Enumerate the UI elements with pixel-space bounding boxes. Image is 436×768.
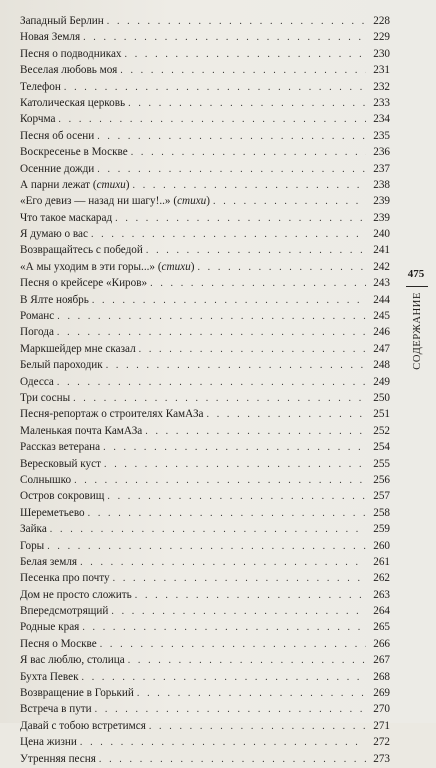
toc-entry-page-number: 247 bbox=[373, 342, 390, 355]
toc-entry-title bbox=[20, 718, 146, 734]
toc-entry-title bbox=[20, 406, 204, 422]
table-of-contents bbox=[20, 13, 390, 767]
toc-entry bbox=[20, 701, 390, 717]
toc-entry-page-number: 262 bbox=[373, 572, 390, 585]
toc-entry-page-number: 264 bbox=[373, 605, 390, 618]
toc-entry-title bbox=[20, 79, 61, 95]
dot-leader bbox=[97, 162, 366, 178]
toc-entry-page-number: 233 bbox=[373, 96, 390, 109]
toc-entry-page-number: 229 bbox=[373, 31, 390, 44]
toc-entry-page-number: 257 bbox=[373, 490, 390, 503]
dot-leader bbox=[131, 145, 366, 161]
toc-entry-title-text: Маркшейдер мне сказал bbox=[20, 342, 136, 355]
toc-entry-page-number: 244 bbox=[373, 293, 390, 306]
toc-entry-title-text: Западный Берлин bbox=[20, 15, 104, 27]
toc-entry-title-text: Я думаю о вас bbox=[20, 228, 88, 241]
toc-entry-page-number: 251 bbox=[373, 408, 390, 421]
dot-leader bbox=[128, 653, 366, 669]
toc-entry-page-number: 241 bbox=[373, 244, 390, 257]
toc-entry bbox=[20, 636, 390, 652]
toc-entry-title bbox=[20, 161, 94, 177]
toc-entry bbox=[20, 308, 390, 324]
toc-entry-page-number: 268 bbox=[373, 670, 390, 683]
toc-entry-title bbox=[20, 423, 142, 439]
toc-entry-genre-note: стихи bbox=[177, 195, 207, 208]
toc-entry-page-number: 243 bbox=[373, 277, 390, 290]
dot-leader bbox=[106, 358, 366, 374]
toc-entry bbox=[20, 357, 390, 373]
toc-entry-page-number: 235 bbox=[373, 129, 390, 142]
toc-entry bbox=[20, 341, 390, 357]
toc-entry-title bbox=[20, 669, 79, 685]
toc-entry-page-number: 271 bbox=[373, 719, 390, 732]
toc-entry-title-text: Дом не просто сложить bbox=[20, 588, 132, 601]
toc-entry-title-text: Католическая церковь bbox=[20, 96, 126, 109]
toc-entry-title-text: Корчма bbox=[20, 113, 56, 126]
toc-entry-title-text: Романс bbox=[20, 310, 55, 323]
toc-entry-title-text: «А мы уходим в эти горы...» bbox=[20, 260, 156, 273]
toc-entry-page-number: 238 bbox=[373, 178, 390, 191]
toc-entry-title bbox=[20, 505, 85, 521]
toc-entry-title-text: Маленькая почта КамАЗа bbox=[20, 424, 143, 437]
toc-entry-title-text: Возвращайтесь с победой bbox=[20, 244, 143, 257]
toc-entry-title bbox=[20, 210, 112, 226]
toc-entry-title-text: Три сосны bbox=[20, 391, 71, 404]
toc-entry-title bbox=[20, 751, 96, 767]
toc-entry-title bbox=[20, 95, 125, 111]
dot-leader bbox=[50, 522, 366, 538]
toc-entry-title bbox=[20, 570, 110, 586]
dot-leader bbox=[149, 719, 366, 735]
toc-entry-title bbox=[20, 619, 79, 635]
toc-entry bbox=[20, 226, 390, 242]
toc-entry-title: «А мы уходим в эти горы...» (стихи) bbox=[20, 260, 195, 273]
toc-entry-title-text: Давай с тобою встретимся bbox=[20, 719, 146, 732]
toc-entry-genre-note: стихи bbox=[96, 178, 126, 191]
toc-entry-page-number: 267 bbox=[373, 654, 390, 667]
page-number-rule bbox=[406, 286, 428, 287]
toc-entry-title bbox=[20, 439, 100, 455]
toc-entry-title bbox=[20, 226, 88, 242]
toc-entry-title-text: Белый пароходик bbox=[20, 359, 103, 372]
dot-leader bbox=[80, 735, 366, 751]
toc-entry-title-text: Горы bbox=[20, 539, 45, 552]
toc-entry-title-text: Вересковый куст bbox=[20, 457, 101, 470]
dot-leader bbox=[133, 178, 366, 194]
toc-entry-title bbox=[20, 701, 92, 717]
dot-leader bbox=[103, 440, 366, 456]
dot-leader bbox=[64, 80, 366, 96]
toc-entry-page-number: 266 bbox=[373, 637, 390, 650]
toc-entry-title bbox=[20, 62, 117, 78]
toc-entry bbox=[20, 488, 390, 504]
toc-entry-title-text: Шереметьево bbox=[20, 506, 85, 519]
toc-entry-page-number: 273 bbox=[373, 752, 390, 765]
toc-entry-page-number: 259 bbox=[373, 523, 390, 536]
toc-entry bbox=[20, 242, 390, 258]
toc-entry bbox=[20, 406, 390, 422]
toc-entry bbox=[20, 554, 390, 570]
toc-entry bbox=[20, 538, 390, 554]
toc-entry-title bbox=[20, 128, 94, 144]
toc-entry-title-text: Белая земля bbox=[20, 555, 78, 568]
toc-entry-title-text: Утренняя песня bbox=[20, 752, 96, 765]
toc-entry-page-number: 252 bbox=[373, 424, 390, 437]
dot-leader bbox=[150, 276, 366, 292]
toc-entry-title-text: Одесса bbox=[20, 375, 54, 388]
dot-leader bbox=[58, 112, 366, 128]
toc-entry bbox=[20, 275, 390, 291]
toc-entry bbox=[20, 193, 390, 209]
dot-leader bbox=[113, 571, 366, 587]
toc-entry-page-number: 239 bbox=[373, 195, 390, 208]
toc-entry bbox=[20, 292, 390, 308]
dot-leader bbox=[145, 424, 366, 440]
toc-entry bbox=[20, 505, 390, 521]
dot-leader bbox=[111, 604, 366, 620]
toc-entry-title bbox=[20, 111, 55, 127]
toc-entry bbox=[20, 259, 390, 275]
dot-leader bbox=[57, 375, 366, 391]
toc-entry bbox=[20, 128, 390, 144]
toc-entry-title bbox=[20, 554, 77, 570]
toc-entry-title-text: Цена жизни bbox=[20, 736, 77, 749]
toc-entry-title bbox=[20, 636, 97, 652]
toc-entry-page-number: 255 bbox=[373, 457, 390, 470]
toc-entry-page-number: 230 bbox=[373, 47, 390, 60]
toc-entry-title-text: Встреча в пути bbox=[20, 703, 92, 716]
toc-entry bbox=[20, 669, 390, 685]
toc-entry bbox=[20, 79, 390, 95]
toc-entry-title-text: Родные края bbox=[20, 621, 80, 634]
dot-leader bbox=[137, 686, 366, 702]
toc-entry-title bbox=[20, 29, 80, 45]
toc-entry-title-text: Песня о Москве bbox=[20, 637, 97, 650]
dot-leader bbox=[95, 702, 366, 718]
toc-entry-title-text: «Его девиз — назад ни шагу!..» bbox=[20, 195, 171, 208]
dot-leader bbox=[80, 555, 366, 571]
toc-entry-title-text: Воскресенье в Москве bbox=[20, 146, 128, 159]
toc-entry bbox=[20, 62, 390, 78]
toc-entry-title: «Его девиз — назад ни шагу!..» (стихи) bbox=[20, 195, 210, 208]
toc-entry-title-text: Я вас люблю, столица bbox=[20, 654, 125, 667]
toc-entry bbox=[20, 521, 390, 537]
dot-leader bbox=[197, 260, 366, 276]
dot-leader bbox=[92, 293, 366, 309]
dot-leader bbox=[73, 391, 366, 407]
toc-entry bbox=[20, 423, 390, 439]
toc-entry-page-number: 248 bbox=[373, 359, 390, 372]
dot-leader bbox=[213, 194, 366, 210]
dot-leader bbox=[100, 637, 366, 653]
toc-entry-title bbox=[20, 652, 125, 668]
toc-entry-title-text: Солнышко bbox=[20, 473, 72, 486]
dot-leader bbox=[104, 457, 366, 473]
toc-entry bbox=[20, 46, 390, 62]
toc-entry-title bbox=[20, 308, 54, 324]
toc-entry bbox=[20, 456, 390, 472]
toc-entry-title-text: Остров сокровищ bbox=[20, 490, 105, 503]
toc-entry-page-number: 242 bbox=[373, 260, 390, 273]
dot-leader bbox=[99, 752, 366, 768]
toc-entry-page-number: 265 bbox=[373, 621, 390, 634]
toc-entry bbox=[20, 111, 390, 127]
toc-entry bbox=[20, 324, 390, 340]
toc-entry bbox=[20, 570, 390, 586]
toc-entry-title bbox=[20, 144, 128, 160]
toc-entry-title-text: Телефон bbox=[20, 80, 61, 93]
toc-entry-title-text: Погода bbox=[20, 326, 54, 339]
dot-leader bbox=[57, 309, 366, 325]
dot-leader bbox=[97, 129, 366, 145]
toc-entry-title-text: Зайка bbox=[20, 523, 47, 536]
toc-entry bbox=[20, 751, 390, 767]
toc-entry bbox=[20, 29, 390, 45]
toc-entry-title bbox=[20, 488, 104, 504]
toc-entry-title-text: Впередсмотрящий bbox=[20, 605, 109, 618]
toc-entry-title bbox=[20, 538, 44, 554]
toc-entry-title-text: Песня об осени bbox=[20, 129, 95, 142]
dot-leader bbox=[115, 211, 366, 227]
toc-entry-genre-note: стихи bbox=[161, 260, 191, 273]
toc-entry-title bbox=[20, 390, 70, 406]
toc-entry-title bbox=[20, 374, 54, 390]
toc-entry-page-number: 249 bbox=[373, 375, 390, 388]
toc-entry bbox=[20, 472, 390, 488]
toc-entry bbox=[20, 685, 390, 701]
dot-leader bbox=[88, 506, 366, 522]
toc-entry-title bbox=[20, 341, 136, 357]
toc-entry bbox=[20, 177, 390, 193]
toc-entry-title bbox=[20, 324, 54, 340]
dot-leader bbox=[83, 30, 366, 46]
dot-leader bbox=[82, 620, 366, 636]
toc-entry bbox=[20, 439, 390, 455]
toc-entry-title-text: Новая Земля bbox=[20, 31, 81, 44]
toc-entry-title bbox=[20, 685, 134, 701]
toc-entry-page-number: 240 bbox=[373, 228, 390, 241]
toc-entry bbox=[20, 734, 390, 750]
toc-entry-page-number: 237 bbox=[373, 162, 390, 175]
dot-leader bbox=[91, 227, 366, 243]
toc-entry bbox=[20, 652, 390, 668]
toc-entry bbox=[20, 374, 390, 390]
toc-entry-page-number: 228 bbox=[373, 15, 390, 27]
toc-entry-title-text: Песенка про почту bbox=[20, 572, 110, 585]
section-title: СОДЕРЖАНИЕ bbox=[411, 292, 423, 370]
toc-entry bbox=[20, 161, 390, 177]
dot-leader bbox=[120, 63, 366, 79]
toc-entry-title bbox=[20, 603, 108, 619]
toc-entry-page-number: 254 bbox=[373, 441, 390, 454]
toc-entry-title bbox=[20, 472, 71, 488]
toc-entry bbox=[20, 144, 390, 160]
toc-entry-title-text: Рассказ ветерана bbox=[20, 441, 101, 454]
toc-entry-title bbox=[20, 587, 132, 603]
dot-leader bbox=[57, 325, 366, 341]
toc-entry-page-number: 239 bbox=[373, 211, 390, 224]
dot-leader bbox=[82, 670, 366, 686]
toc-entry-page-number: 258 bbox=[373, 506, 390, 519]
toc-entry-page-number: 256 bbox=[373, 473, 390, 486]
page-number: 475 bbox=[407, 268, 425, 280]
toc-entry-title bbox=[20, 292, 89, 308]
toc-entry-title bbox=[20, 521, 47, 537]
toc-entry-title bbox=[20, 46, 122, 62]
dot-leader bbox=[125, 47, 366, 63]
toc-entry-title bbox=[20, 456, 101, 472]
toc-entry-title-text: Возвращение в Горький bbox=[20, 687, 134, 700]
toc-entry bbox=[20, 619, 390, 635]
toc-entry-title-text: Бухта Певек bbox=[20, 670, 79, 683]
toc-entry-page-number: 246 bbox=[373, 326, 390, 339]
toc-entry-page-number: 245 bbox=[373, 310, 390, 323]
toc-entry-title-text: Что такое маскарад bbox=[20, 211, 113, 224]
toc-entry-page-number: 236 bbox=[373, 146, 390, 159]
toc-entry bbox=[20, 587, 390, 603]
toc-entry-page-number: 231 bbox=[373, 64, 390, 77]
toc-entry-page-number: 232 bbox=[373, 80, 390, 93]
toc-entry bbox=[20, 13, 390, 29]
toc-entry-page-number: 272 bbox=[373, 736, 390, 749]
toc-entry-page-number: 263 bbox=[373, 588, 390, 601]
dot-leader bbox=[47, 539, 366, 555]
toc-entry-title-text: Песня о подводниках bbox=[20, 47, 122, 60]
dot-leader bbox=[207, 407, 366, 423]
dot-leader bbox=[74, 473, 366, 489]
toc-entry-title-text: В Ялте ноябрь bbox=[20, 293, 89, 306]
dot-leader bbox=[128, 96, 366, 112]
toc-entry-title bbox=[20, 275, 147, 291]
toc-entry-title: А парни лежат (стихи) bbox=[20, 178, 130, 191]
toc-entry-page-number: 260 bbox=[373, 539, 390, 552]
toc-entry bbox=[20, 390, 390, 406]
dot-leader bbox=[107, 14, 366, 30]
toc-entry-title-text: Осенние дожди bbox=[20, 162, 95, 175]
toc-entry-title bbox=[20, 13, 104, 29]
toc-entry-title bbox=[20, 242, 143, 258]
toc-entry bbox=[20, 603, 390, 619]
toc-entry-page-number: 269 bbox=[373, 687, 390, 700]
toc-entry-title-text: Песня о крейсере «Киров» bbox=[20, 277, 148, 290]
toc-entry-title-text: А парни лежат bbox=[20, 178, 91, 191]
toc-entry-title-text: Веселая любовь моя bbox=[20, 64, 118, 77]
toc-entry-page-number: 250 bbox=[373, 391, 390, 404]
dot-leader bbox=[135, 588, 366, 604]
toc-entry bbox=[20, 718, 390, 734]
toc-entry-page-number: 261 bbox=[373, 555, 390, 568]
toc-entry bbox=[20, 210, 390, 226]
toc-entry-page-number: 270 bbox=[373, 703, 390, 716]
toc-entry-title bbox=[20, 734, 77, 750]
dot-leader bbox=[107, 489, 366, 505]
toc-entry bbox=[20, 95, 390, 111]
section-running-head bbox=[409, 292, 425, 412]
dot-leader bbox=[146, 243, 366, 259]
toc-entry-page-number: 234 bbox=[373, 113, 390, 126]
toc-entry-title-text: Песня-репортаж о строителях КамАЗа bbox=[20, 408, 204, 421]
toc-entry-title bbox=[20, 357, 103, 373]
dot-leader bbox=[139, 342, 366, 358]
